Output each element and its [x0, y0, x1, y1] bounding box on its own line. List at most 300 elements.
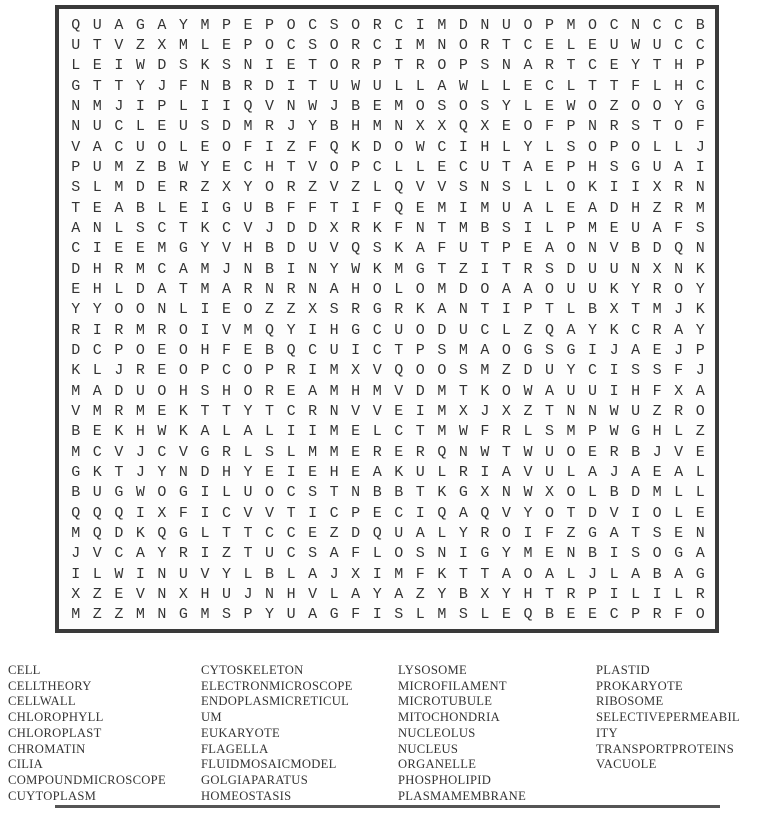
grid-letter[interactable]: L — [544, 179, 554, 197]
grid-letter[interactable]: S — [544, 260, 554, 278]
grid-letter[interactable]: G — [458, 484, 468, 502]
grid-letter[interactable]: R — [523, 260, 533, 278]
grid-letter[interactable]: L — [566, 36, 576, 54]
grid-letter[interactable]: T — [243, 524, 253, 542]
grid-letter[interactable]: M — [437, 382, 447, 400]
grid-letter[interactable]: C — [265, 524, 275, 542]
grid-letter[interactable]: Y — [523, 138, 533, 156]
grid-letter[interactable]: E — [286, 57, 296, 75]
grid-letter[interactable]: V — [71, 402, 81, 420]
grid-letter[interactable]: E — [114, 240, 124, 258]
grid-letter[interactable]: V — [221, 321, 231, 339]
grid-letter[interactable]: O — [415, 280, 425, 298]
grid-letter[interactable]: G — [674, 545, 684, 563]
grid-letter[interactable]: J — [695, 362, 705, 380]
grid-letter[interactable]: N — [415, 219, 425, 237]
grid-letter[interactable]: E — [351, 463, 361, 481]
grid-letter[interactable]: X — [157, 504, 167, 522]
grid-letter[interactable]: R — [308, 402, 318, 420]
grid-letter[interactable]: G — [71, 77, 81, 95]
grid-letter[interactable]: M — [243, 321, 253, 339]
grid-letter[interactable]: U — [265, 545, 275, 563]
grid-letter[interactable]: U — [544, 362, 554, 380]
grid-letter[interactable]: G — [351, 321, 361, 339]
grid-letter[interactable]: E — [92, 57, 102, 75]
grid-letter[interactable]: Z — [652, 402, 662, 420]
grid-letter[interactable]: V — [609, 504, 619, 522]
grid-letter[interactable]: H — [523, 585, 533, 603]
grid-letter[interactable]: J — [265, 219, 275, 237]
grid-letter[interactable]: R — [372, 16, 382, 34]
grid-letter[interactable]: M — [71, 382, 81, 400]
grid-letter[interactable]: U — [544, 443, 554, 461]
grid-letter[interactable]: E — [157, 402, 167, 420]
grid-letter[interactable]: E — [92, 199, 102, 217]
grid-letter[interactable]: L — [544, 219, 554, 237]
grid-letter[interactable]: O — [674, 280, 684, 298]
grid-letter[interactable]: P — [71, 158, 81, 176]
grid-letter[interactable]: W — [415, 138, 425, 156]
grid-letter[interactable]: O — [394, 545, 404, 563]
grid-letter[interactable]: N — [480, 16, 490, 34]
grid-letter[interactable]: I — [286, 423, 296, 441]
grid-letter[interactable]: U — [652, 158, 662, 176]
grid-letter[interactable]: L — [566, 301, 576, 319]
grid-letter[interactable]: K — [114, 423, 124, 441]
grid-letter[interactable]: L — [480, 606, 490, 624]
grid-letter[interactable]: P — [415, 341, 425, 359]
grid-letter[interactable]: S — [308, 36, 318, 54]
grid-letter[interactable]: L — [480, 77, 490, 95]
grid-letter[interactable]: M — [394, 260, 404, 278]
grid-letter[interactable]: U — [135, 138, 145, 156]
grid-letter[interactable]: R — [71, 321, 81, 339]
grid-letter[interactable]: P — [372, 57, 382, 75]
grid-letter[interactable]: Z — [458, 260, 468, 278]
grid-letter[interactable]: R — [114, 321, 124, 339]
grid-letter[interactable]: H — [92, 260, 102, 278]
grid-letter[interactable]: V — [523, 463, 533, 481]
grid-letter[interactable]: L — [674, 423, 684, 441]
grid-letter[interactable]: L — [674, 504, 684, 522]
grid-letter[interactable]: L — [243, 565, 253, 583]
grid-letter[interactable]: R — [286, 280, 296, 298]
grid-letter[interactable]: E — [157, 179, 167, 197]
grid-letter[interactable]: C — [609, 16, 619, 34]
grid-letter[interactable]: Z — [286, 301, 296, 319]
grid-letter[interactable]: T — [544, 585, 554, 603]
grid-letter[interactable]: V — [609, 240, 619, 258]
grid-letter[interactable]: U — [415, 463, 425, 481]
grid-letter[interactable]: L — [566, 565, 576, 583]
grid-letter[interactable]: C — [286, 484, 296, 502]
grid-letter[interactable]: L — [652, 77, 662, 95]
grid-letter[interactable]: A — [523, 57, 533, 75]
grid-letter[interactable]: T — [544, 402, 554, 420]
grid-letter[interactable]: A — [308, 565, 318, 583]
grid-letter[interactable]: O — [652, 545, 662, 563]
grid-letter[interactable]: R — [458, 463, 468, 481]
grid-letter[interactable]: A — [674, 463, 684, 481]
grid-letter[interactable]: D — [265, 77, 275, 95]
grid-letter[interactable]: D — [351, 524, 361, 542]
grid-letter[interactable]: E — [394, 402, 404, 420]
grid-letter[interactable]: U — [566, 382, 576, 400]
grid-letter[interactable]: P — [351, 504, 361, 522]
grid-letter[interactable]: O — [265, 36, 275, 54]
grid-letter[interactable]: T — [501, 260, 511, 278]
grid-letter[interactable]: Y — [501, 585, 511, 603]
grid-letter[interactable]: P — [221, 16, 231, 34]
grid-letter[interactable]: U — [501, 16, 511, 34]
grid-letter[interactable]: N — [437, 545, 447, 563]
grid-letter[interactable]: N — [674, 260, 684, 278]
grid-letter[interactable]: I — [480, 260, 490, 278]
grid-letter[interactable]: Y — [523, 504, 533, 522]
grid-letter[interactable]: E — [157, 341, 167, 359]
grid-letter[interactable]: M — [135, 260, 145, 278]
grid-letter[interactable]: V — [114, 443, 124, 461]
grid-letter[interactable]: S — [200, 118, 210, 136]
grid-letter[interactable]: R — [480, 524, 490, 542]
grid-letter[interactable]: R — [135, 362, 145, 380]
grid-letter[interactable]: E — [394, 443, 404, 461]
grid-letter[interactable]: M — [437, 280, 447, 298]
grid-letter[interactable]: S — [501, 219, 511, 237]
grid-letter[interactable]: G — [695, 565, 705, 583]
grid-letter[interactable]: V — [329, 240, 339, 258]
grid-letter[interactable]: R — [351, 219, 361, 237]
grid-letter[interactable]: E — [566, 199, 576, 217]
grid-letter[interactable]: N — [631, 16, 641, 34]
grid-letter[interactable]: B — [372, 484, 382, 502]
grid-letter[interactable]: T — [652, 118, 662, 136]
grid-letter[interactable]: Z — [200, 179, 210, 197]
grid-letter[interactable]: D — [135, 280, 145, 298]
grid-letter[interactable]: U — [458, 240, 468, 258]
grid-letter[interactable]: N — [588, 240, 598, 258]
grid-letter[interactable]: I — [523, 219, 533, 237]
grid-letter[interactable]: O — [329, 57, 339, 75]
grid-letter[interactable]: E — [308, 463, 318, 481]
grid-letter[interactable]: B — [609, 484, 619, 502]
grid-letter[interactable]: H — [200, 585, 210, 603]
grid-letter[interactable]: F — [544, 118, 554, 136]
grid-letter[interactable]: M — [458, 341, 468, 359]
grid-letter[interactable]: U — [243, 199, 253, 217]
grid-letter[interactable]: J — [114, 362, 124, 380]
grid-letter[interactable]: W — [609, 402, 619, 420]
grid-letter[interactable]: I — [265, 138, 275, 156]
grid-letter[interactable]: A — [71, 219, 81, 237]
grid-letter[interactable]: K — [372, 219, 382, 237]
grid-letter[interactable]: K — [415, 301, 425, 319]
grid-letter[interactable]: I — [286, 463, 296, 481]
grid-letter[interactable]: D — [286, 219, 296, 237]
grid-letter[interactable]: L — [92, 565, 102, 583]
grid-letter[interactable]: C — [674, 16, 684, 34]
grid-letter[interactable]: A — [157, 280, 167, 298]
grid-letter[interactable]: D — [415, 382, 425, 400]
grid-letter[interactable]: O — [243, 382, 253, 400]
grid-letter[interactable]: A — [674, 321, 684, 339]
grid-letter[interactable]: E — [695, 443, 705, 461]
grid-letter[interactable]: Q — [372, 524, 382, 542]
grid-letter[interactable]: L — [114, 280, 124, 298]
grid-letter[interactable]: O — [135, 301, 145, 319]
grid-letter[interactable]: E — [351, 423, 361, 441]
grid-letter[interactable]: E — [265, 463, 275, 481]
grid-letter[interactable]: R — [178, 545, 188, 563]
grid-letter[interactable]: G — [114, 484, 124, 502]
grid-letter[interactable]: I — [308, 321, 318, 339]
grid-letter[interactable]: U — [372, 77, 382, 95]
grid-letter[interactable]: E — [652, 463, 662, 481]
grid-letter[interactable]: P — [566, 158, 576, 176]
grid-letter[interactable]: V — [437, 179, 447, 197]
grid-letter[interactable]: C — [652, 16, 662, 34]
grid-letter[interactable]: S — [566, 138, 576, 156]
grid-letter[interactable]: B — [458, 585, 468, 603]
grid-letter[interactable]: I — [631, 179, 641, 197]
grid-letter[interactable]: V — [308, 585, 318, 603]
grid-letter[interactable]: I — [609, 585, 619, 603]
grid-letter[interactable]: A — [243, 423, 253, 441]
grid-letter[interactable]: M — [394, 97, 404, 115]
grid-letter[interactable]: L — [544, 199, 554, 217]
grid-letter[interactable]: U — [178, 565, 188, 583]
grid-letter[interactable]: H — [92, 280, 102, 298]
grid-letter[interactable]: L — [372, 545, 382, 563]
grid-letter[interactable]: U — [243, 484, 253, 502]
grid-letter[interactable]: M — [480, 199, 490, 217]
grid-letter[interactable]: G — [588, 524, 598, 542]
grid-letter[interactable]: I — [609, 382, 619, 400]
grid-letter[interactable]: O — [135, 341, 145, 359]
grid-letter[interactable]: N — [351, 484, 361, 502]
grid-letter[interactable]: S — [631, 545, 641, 563]
grid-letter[interactable]: A — [92, 138, 102, 156]
grid-letter[interactable]: E — [308, 524, 318, 542]
grid-letter[interactable]: N — [501, 57, 511, 75]
grid-letter[interactable]: E — [221, 36, 231, 54]
grid-letter[interactable]: J — [609, 341, 619, 359]
grid-letter[interactable]: U — [609, 260, 619, 278]
grid-letter[interactable]: A — [544, 382, 554, 400]
grid-letter[interactable]: A — [501, 565, 511, 583]
grid-letter[interactable]: C — [221, 362, 231, 380]
grid-letter[interactable]: P — [351, 158, 361, 176]
grid-letter[interactable]: N — [695, 524, 705, 542]
grid-letter[interactable]: U — [286, 606, 296, 624]
grid-letter[interactable]: V — [265, 97, 275, 115]
grid-letter[interactable]: N — [566, 402, 576, 420]
grid-letter[interactable]: S — [544, 423, 554, 441]
grid-letter[interactable]: I — [308, 504, 318, 522]
grid-letter[interactable]: I — [631, 504, 641, 522]
grid-letter[interactable]: X — [437, 118, 447, 136]
grid-letter[interactable]: U — [631, 402, 641, 420]
grid-letter[interactable]: O — [372, 280, 382, 298]
grid-letter[interactable]: I — [351, 199, 361, 217]
grid-letter[interactable]: H — [329, 321, 339, 339]
grid-letter[interactable]: X — [221, 179, 231, 197]
grid-letter[interactable]: E — [523, 240, 533, 258]
grid-letter[interactable]: G — [631, 158, 641, 176]
grid-letter[interactable]: E — [544, 97, 554, 115]
grid-letter[interactable]: Y — [286, 321, 296, 339]
grid-letter[interactable]: A — [501, 280, 511, 298]
grid-letter[interactable]: R — [566, 585, 576, 603]
grid-letter[interactable]: Y — [695, 280, 705, 298]
grid-letter[interactable]: Z — [609, 97, 619, 115]
grid-letter[interactable]: H — [480, 138, 490, 156]
grid-letter[interactable]: U — [308, 240, 318, 258]
grid-letter[interactable]: N — [157, 585, 167, 603]
grid-letter[interactable]: G — [178, 240, 188, 258]
grid-letter[interactable]: Q — [394, 362, 404, 380]
grid-letter[interactable]: L — [609, 565, 619, 583]
grid-letter[interactable]: F — [695, 118, 705, 136]
grid-letter[interactable]: D — [458, 280, 468, 298]
grid-letter[interactable]: V — [501, 504, 511, 522]
grid-letter[interactable]: C — [92, 443, 102, 461]
grid-letter[interactable]: J — [71, 545, 81, 563]
grid-letter[interactable]: U — [394, 524, 404, 542]
grid-letter[interactable]: P — [588, 585, 598, 603]
grid-letter[interactable]: J — [674, 301, 684, 319]
grid-letter[interactable]: C — [372, 36, 382, 54]
grid-letter[interactable]: G — [480, 545, 490, 563]
grid-letter[interactable]: A — [437, 301, 447, 319]
grid-letter[interactable]: S — [71, 179, 81, 197]
grid-letter[interactable]: T — [92, 77, 102, 95]
grid-letter[interactable]: A — [523, 280, 533, 298]
grid-letter[interactable]: R — [415, 443, 425, 461]
grid-letter[interactable]: A — [415, 240, 425, 258]
grid-letter[interactable]: C — [114, 545, 124, 563]
grid-letter[interactable]: Y — [695, 321, 705, 339]
grid-letter[interactable]: E — [501, 606, 511, 624]
grid-letter[interactable]: Y — [329, 260, 339, 278]
grid-letter[interactable]: Y — [221, 565, 231, 583]
grid-letter[interactable]: E — [243, 341, 253, 359]
grid-letter[interactable]: C — [631, 321, 641, 339]
grid-letter[interactable]: A — [695, 545, 705, 563]
grid-letter[interactable]: W — [458, 423, 468, 441]
grid-letter[interactable]: A — [178, 260, 188, 278]
grid-letter[interactable]: H — [221, 382, 231, 400]
grid-letter[interactable]: Y — [243, 402, 253, 420]
grid-letter[interactable]: Z — [523, 402, 533, 420]
grid-letter[interactable]: A — [415, 524, 425, 542]
grid-letter[interactable]: M — [372, 382, 382, 400]
grid-letter[interactable]: Y — [372, 585, 382, 603]
grid-letter[interactable]: R — [351, 36, 361, 54]
grid-letter[interactable]: K — [372, 260, 382, 278]
grid-letter[interactable]: H — [243, 240, 253, 258]
grid-letter[interactable]: O — [178, 362, 188, 380]
grid-letter[interactable]: Y — [458, 524, 468, 542]
grid-letter[interactable]: R — [674, 199, 684, 217]
grid-letter[interactable]: T — [415, 484, 425, 502]
grid-letter[interactable]: T — [178, 219, 188, 237]
grid-letter[interactable]: O — [501, 524, 511, 542]
grid-letter[interactable]: H — [674, 57, 684, 75]
grid-letter[interactable]: K — [437, 484, 447, 502]
grid-letter[interactable]: O — [674, 118, 684, 136]
grid-letter[interactable]: A — [458, 504, 468, 522]
grid-letter[interactable]: G — [415, 260, 425, 278]
grid-letter[interactable]: R — [652, 606, 662, 624]
grid-letter[interactable]: L — [501, 321, 511, 339]
grid-letter[interactable]: B — [351, 97, 361, 115]
grid-letter[interactable]: M — [437, 423, 447, 441]
grid-letter[interactable]: G — [329, 606, 339, 624]
grid-letter[interactable]: E — [71, 280, 81, 298]
grid-letter[interactable]: T — [566, 57, 576, 75]
grid-letter[interactable]: Y — [178, 16, 188, 34]
grid-letter[interactable]: F — [351, 606, 361, 624]
grid-letter[interactable]: B — [71, 423, 81, 441]
grid-letter[interactable]: T — [480, 565, 490, 583]
grid-letter[interactable]: O — [544, 280, 554, 298]
grid-letter[interactable]: T — [480, 240, 490, 258]
grid-letter[interactable]: W — [157, 423, 167, 441]
grid-letter[interactable]: O — [415, 362, 425, 380]
grid-letter[interactable]: L — [544, 138, 554, 156]
grid-letter[interactable]: G — [135, 16, 145, 34]
grid-letter[interactable]: T — [588, 77, 598, 95]
grid-letter[interactable]: L — [415, 77, 425, 95]
grid-letter[interactable]: A — [695, 382, 705, 400]
grid-letter[interactable]: Z — [114, 606, 124, 624]
grid-letter[interactable]: D — [609, 199, 619, 217]
grid-letter[interactable]: M — [652, 301, 662, 319]
grid-letter[interactable]: M — [71, 524, 81, 542]
grid-letter[interactable]: C — [157, 219, 167, 237]
grid-letter[interactable]: C — [286, 402, 296, 420]
grid-letter[interactable]: L — [178, 301, 188, 319]
grid-letter[interactable]: R — [415, 57, 425, 75]
grid-letter[interactable]: O — [286, 16, 296, 34]
grid-letter[interactable]: B — [329, 118, 339, 136]
grid-letter[interactable]: Z — [308, 179, 318, 197]
grid-letter[interactable]: C — [674, 36, 684, 54]
grid-letter[interactable]: X — [351, 362, 361, 380]
grid-letter[interactable]: O — [178, 341, 188, 359]
grid-letter[interactable]: O — [394, 138, 404, 156]
grid-letter[interactable]: L — [221, 423, 231, 441]
grid-letter[interactable]: T — [200, 402, 210, 420]
grid-letter[interactable]: F — [178, 77, 188, 95]
grid-letter[interactable]: H — [631, 382, 641, 400]
grid-letter[interactable]: O — [588, 138, 598, 156]
grid-letter[interactable]: C — [609, 606, 619, 624]
grid-letter[interactable]: S — [458, 179, 468, 197]
grid-letter[interactable]: Z — [351, 179, 361, 197]
grid-letter[interactable]: H — [351, 118, 361, 136]
grid-letter[interactable]: T — [631, 524, 641, 542]
grid-letter[interactable]: F — [351, 545, 361, 563]
grid-letter[interactable]: V — [351, 402, 361, 420]
grid-letter[interactable]: E — [609, 57, 619, 75]
grid-letter[interactable]: Z — [415, 585, 425, 603]
grid-letter[interactable]: C — [480, 321, 490, 339]
grid-letter[interactable]: I — [200, 301, 210, 319]
grid-letter[interactable]: M — [243, 118, 253, 136]
grid-letter[interactable]: U — [566, 280, 576, 298]
